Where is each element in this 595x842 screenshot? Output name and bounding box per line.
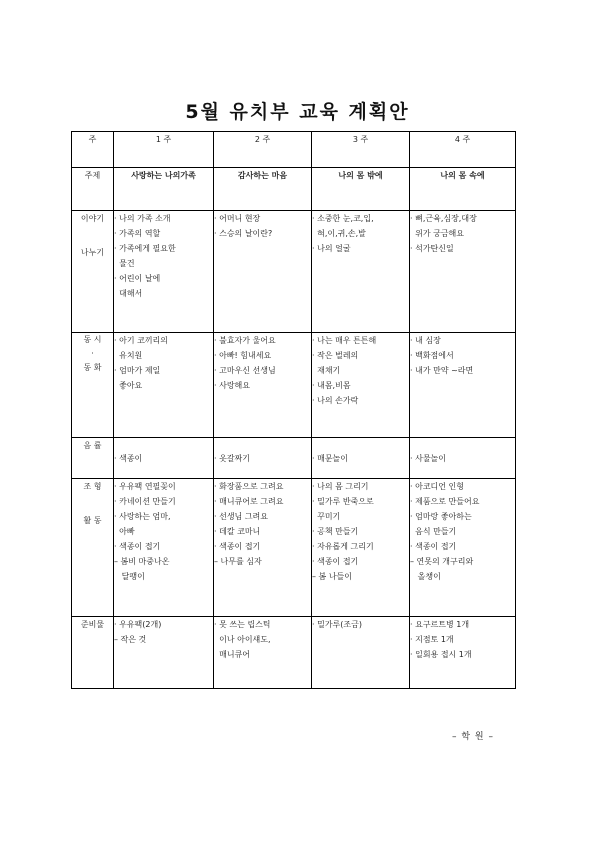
list-item: · 자유롭게 그리기 [312, 542, 374, 551]
week-1-header: 1 주 [114, 132, 214, 168]
craft-label-bottom: 활 동 [83, 516, 102, 525]
music-week-1 [114, 438, 214, 479]
page-title: 5월 유치부 교육 계획안 [185, 101, 410, 123]
supplies-week-4 [410, 617, 516, 689]
list-item: · 내가 만약 ~라면 [410, 366, 474, 375]
supplies-week-3 [312, 617, 410, 689]
poem-week-3 [312, 333, 410, 438]
list-item: · 색종이 접기 [312, 557, 359, 566]
cell-item-list [312, 451, 409, 466]
cell-item-list [214, 617, 311, 662]
story-week-3 [312, 211, 410, 333]
list-item: · 내 심장 [410, 336, 441, 345]
list-item: · 화장품으로 그려요 [214, 482, 284, 491]
music-week-2 [214, 438, 312, 479]
craft-week-3 [312, 479, 410, 617]
list-item: · 가족에게 필요한 물건 [114, 244, 176, 268]
cell-item-list [214, 451, 311, 466]
list-item: · 사물놀이 [410, 453, 446, 463]
craft-row [72, 479, 516, 617]
supplies-week-2 [214, 617, 312, 689]
cell-item-list [410, 451, 515, 466]
list-item: · 아기 코끼리의 유치원 [114, 336, 168, 360]
week-header-label: 주 [72, 132, 114, 168]
list-item: · 어린이 날에 대해서 [114, 274, 161, 298]
list-item: · 색종이 접기 [114, 542, 161, 551]
story-row [72, 211, 516, 333]
list-item: · 나의 얼굴 [312, 244, 351, 253]
list-item: · 요구르트병 1개 [410, 620, 470, 629]
cell-item-list [114, 479, 213, 584]
cell-item-list [214, 211, 311, 241]
list-item: · 스승의 날이란? [214, 229, 273, 238]
list-item: · 공책 만들기 [312, 527, 359, 536]
list-item: · 색종이 [114, 453, 143, 463]
cell-item-list [312, 333, 409, 408]
list-item: · 일회용 접시 1개 [410, 650, 472, 659]
poem-label-top: 동 시 [83, 335, 102, 344]
craft-week-2 [214, 479, 312, 617]
week-4-header: 4 주 [410, 132, 516, 168]
cell-item-list [214, 479, 311, 569]
supplies-row [72, 617, 516, 689]
list-item: · 나의 가족 소개 [114, 214, 171, 223]
cell-item-list [312, 479, 409, 584]
list-item: · 우유팩(2개) [114, 620, 162, 629]
story-label-top: 이야기 [80, 214, 105, 223]
list-item: · 밀가루 반죽으로 꾸미기 [312, 497, 374, 521]
list-item: · 나의 손가락 [312, 396, 359, 405]
story-label [72, 211, 114, 333]
list-item: · 밀가루(조금) [312, 620, 362, 629]
supplies-label: 준비물 [72, 617, 114, 689]
supplies-week-1 [114, 617, 214, 689]
list-item: · 석가탄신일 [410, 244, 454, 253]
cell-item-list [114, 211, 213, 301]
list-item: · 색종이 접기 [410, 542, 457, 551]
list-item: · 엄마가 제일 좋아요 [114, 366, 161, 390]
lesson-plan-table [71, 131, 516, 689]
list-item: · 내몸,비몸 [312, 381, 351, 390]
list-item: · 불효자가 울어요 [214, 336, 276, 345]
cell-item-list [214, 333, 311, 393]
list-item: · 옷갈짜기 [214, 453, 250, 463]
list-item: · 나는 매우 튼튼해 [312, 336, 377, 345]
cell-item-list [114, 451, 213, 466]
theme-row [72, 168, 516, 211]
list-item: · 고마우신 선생님 [214, 366, 276, 375]
craft-label [72, 479, 114, 617]
list-item: – 봄 나들이 [312, 572, 352, 581]
list-item: · 엄마랑 좋아하는 음식 만들기 [410, 512, 472, 536]
list-item: · 뼈,근육,심장,대장 위가 궁금해요 [410, 214, 477, 238]
poem-label-mid: · [91, 349, 94, 358]
poem-story-row [72, 333, 516, 438]
cell-item-list [114, 617, 213, 647]
theme-week-4: 나의 몸 속에 [410, 168, 516, 211]
list-item: · 나의 몸 그리기 [312, 482, 369, 491]
header-row [72, 132, 516, 168]
list-item: · 카네이션 만들기 [114, 497, 176, 506]
cell-item-list [410, 617, 515, 662]
theme-week-2: 감사하는 마음 [214, 168, 312, 211]
list-item: · 못 쓰는 립스틱 이나 아이섀도, 매니큐어 [214, 620, 271, 659]
list-item: · 아빠! 힘내세요 [214, 351, 272, 360]
list-item: – 봄비 마중나온 달팽이 [114, 557, 170, 581]
list-item: · 소중한 눈,코,입, 혀,이,귀,손,발 [312, 214, 374, 238]
music-row [72, 438, 516, 479]
week-2-header: 2 주 [214, 132, 312, 168]
craft-label-top: 조 형 [83, 482, 102, 491]
list-item: · 아코디언 인형 [410, 482, 464, 491]
theme-week-1: 사랑하는 나의가족 [114, 168, 214, 211]
craft-week-4 [410, 479, 516, 617]
craft-week-1 [114, 479, 214, 617]
list-item: · 매문놀이 [312, 453, 348, 463]
story-label-bottom: 나누기 [80, 248, 105, 257]
story-week-1 [114, 211, 214, 333]
cell-item-list [312, 211, 409, 256]
poem-label-bottom: 동 화 [83, 363, 102, 372]
academy-footer: – 학 원 – [452, 732, 494, 742]
list-item: – 연못의 개구리와 올챙이 [410, 557, 474, 581]
cell-item-list [410, 333, 515, 378]
story-week-2 [214, 211, 312, 333]
list-item: · 지점토 1개 [410, 635, 454, 644]
list-item: – 나무를 심자 [214, 557, 262, 566]
cell-item-list [410, 211, 515, 256]
week-3-header: 3 주 [312, 132, 410, 168]
list-item: · 사랑해요 [214, 381, 250, 390]
poem-week-4 [410, 333, 516, 438]
list-item: · 데칼 코마니 [214, 527, 261, 536]
list-item: – 작은 것 [114, 635, 147, 644]
list-item: · 가족의 역할 [114, 229, 161, 238]
cell-item-list [114, 333, 213, 393]
story-week-4 [410, 211, 516, 333]
list-item: · 색종이 접기 [214, 542, 261, 551]
list-item: · 작은 벌레의 재채기 [312, 351, 359, 375]
list-item: · 우유팩 연필꽂이 [114, 482, 176, 491]
music-week-3 [312, 438, 410, 479]
list-item: · 백화점에서 [410, 351, 454, 360]
list-item: · 선생님 그려요 [214, 512, 268, 521]
poem-story-label [72, 333, 114, 438]
list-item: · 매니큐어로 그려요 [214, 497, 284, 506]
poem-week-1 [114, 333, 214, 438]
list-item: · 제품으로 만들어요 [410, 497, 480, 506]
music-week-4 [410, 438, 516, 479]
list-item: · 사랑하는 엄마, 아빠 [114, 512, 171, 536]
theme-week-3: 나의 몸 밖에 [312, 168, 410, 211]
list-item: · 어머니 현장 [214, 214, 261, 223]
cell-item-list [410, 479, 515, 584]
music-label: 음 률 [72, 438, 114, 479]
poem-week-2 [214, 333, 312, 438]
cell-item-list [312, 617, 409, 632]
theme-label: 주제 [72, 168, 114, 211]
